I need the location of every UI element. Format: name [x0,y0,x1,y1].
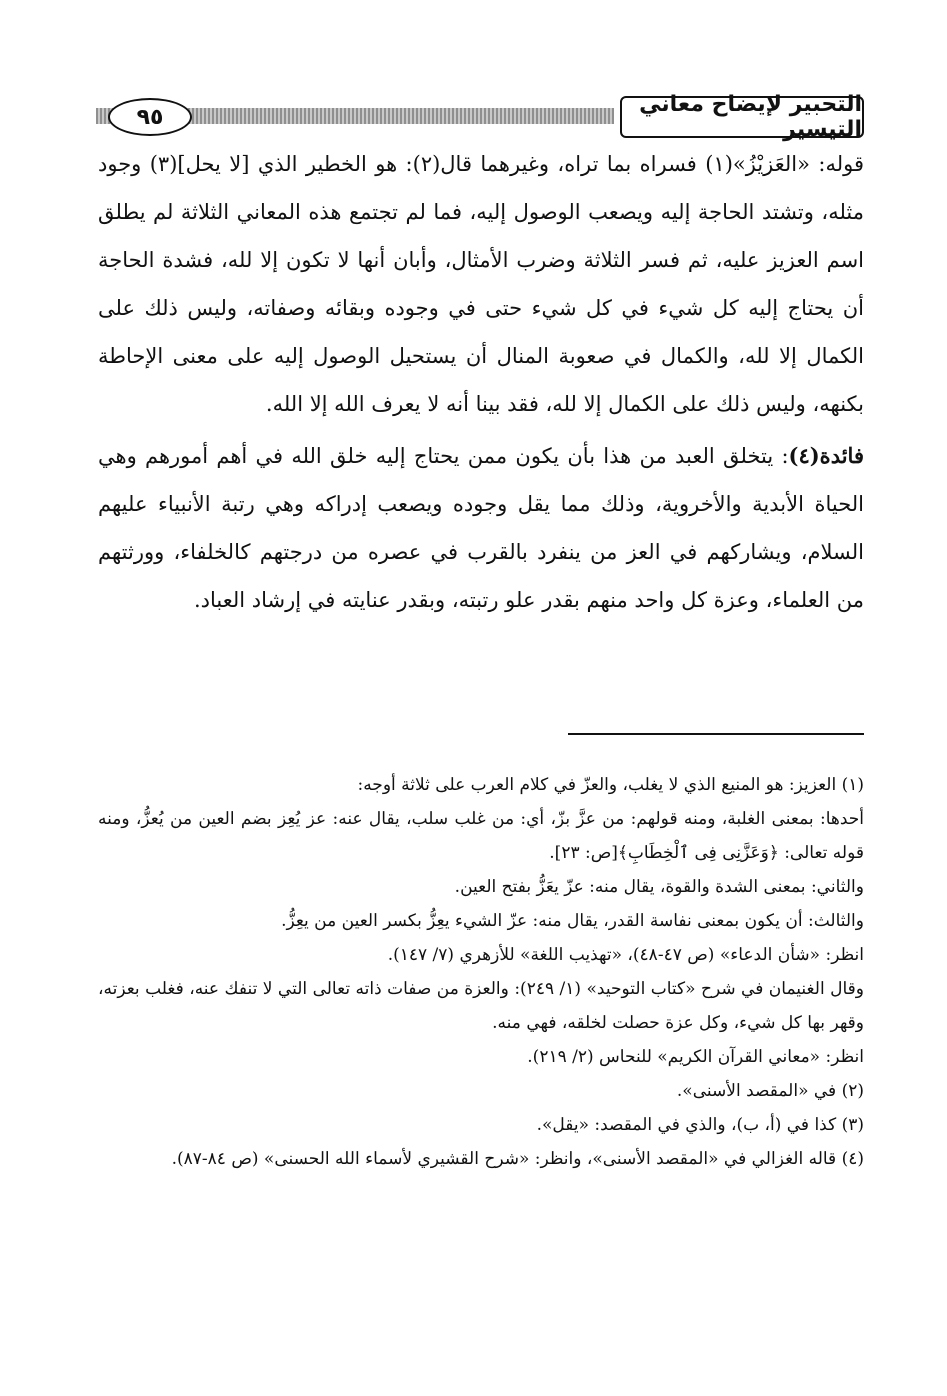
footnote-2: (٢) في «المقصد الأسنى». [676,1081,864,1101]
footnote-1-line-3: والثاني: بمعنى الشدة والقوة، يقال منه: عزّ يعَزُّ بفتح العين. [454,877,864,897]
footnote-1-reference-1: انظر: «شأن الدعاء» (ص ٤٧-٤٨)، «تهذيب اللغة» للأزهري (٧/ ١٤٧). [387,945,864,965]
footnote-1-line-6: وقال الغنيمان في شرح «كتاب التوحيد» (١/ ٢٤٩): والعزة من صفات ذاته تعالى التي لا تنفك عنه، فغلب بعزته، وقهر بها كل شيء، وكل عزة حصلت لخلقه، فهي منه. [98,979,864,1033]
page-number: ٩٥ [108,98,192,136]
book-title: التحبير لإيضاح معاني التيسير [620,96,864,138]
footnote-3: (٣) كذا في (أ، ب)، والذي في المقصد: «يقل». [536,1115,864,1135]
footnotes [98,768,864,1176]
paragraph-aziz: قوله: «العَزيْزُ»(١) فسراه بما تراه، وغيرهما قال(٢): هو الخطير الذي [لا يحل](٣) وجود مثله، وتشتد الحاجة إليه ويصعب الوصول إليه، فما لم تجتمع هذه المعاني الثلاثة لم يطلق اسم العزيز عليه، ثم فسر الثلاثة وضرب الأمثال، وأبان أنها لا تكون إلا لله، فشدة الحاجة أن يحتاج إليه كل شيء في كل شيء حتى في وجوده وبقائه وصفاته، وليس ذلك على الكمال إلا لله، والكمال في صعوبة المنال أن يستحيل الوصول إليه على معنى الإحاطة بكنهه، وليس ذلك على الكمال إلا لله، فقد بينا أنه لا يعرف الله إلا الله. [98,152,864,416]
faida-label: فائدة(٤) [788,443,864,468]
footnote-separator [568,733,864,735]
footnote-1: (١) العزيز: هو المنيع الذي لا يغلب، والعزّ في كلام العرب على ثلاثة أوجه: [357,775,864,795]
footnote-1-line-4: والثالث: أن يكون بمعنى نفاسة القدر، يقال منه: عزّ الشيء يعِزُّ بكسر العين من يعِزُّ. [281,911,864,931]
paragraph-faida [98,432,864,624]
footnote-4: (٤) قاله الغزالي في «المقصد الأسنى»، وانظر: «شرح القشيري لأسماء الله الحسنى» (ص ٨٤-٨٧). [171,1149,864,1169]
faida-text: : يتخلق العبد من هذا بأن يكون ممن يحتاج إليه خلق الله في أهم أمورهم وهي الحياة الأبدية والأخروية، وذلك مما يقل وجوده ويصعب إدراكه وهي رتبة الأنبياء عليهم السلام، ويشاركهم في العز من ينفرد بالقرب في عصره من درجتهم كالخلفاء، وورثتهم من العلماء، وعزة كل واحد منهم بقدر علو رتبته، وبقدر عنايته في إرشاد العباد. [98,444,864,612]
footnote-1-line-2: أحدها: بمعنى الغلبة، ومنه قولهم: من عزَّ بزّ، أي: من غلب سلب، يقال عنه: عز يُعِز بضم العين من يُعزُّ، ومنه قوله تعالى: ﴿وَعَزَّنِى فِى ٱلْخِطَابِ﴾[ص: ٢٣]. [98,809,864,863]
main-text [98,140,864,624]
page-header [96,92,864,142]
footnote-1-reference-2: انظر: «معاني القرآن الكريم» للنحاس (٢/ ٢١٩). [527,1047,864,1067]
